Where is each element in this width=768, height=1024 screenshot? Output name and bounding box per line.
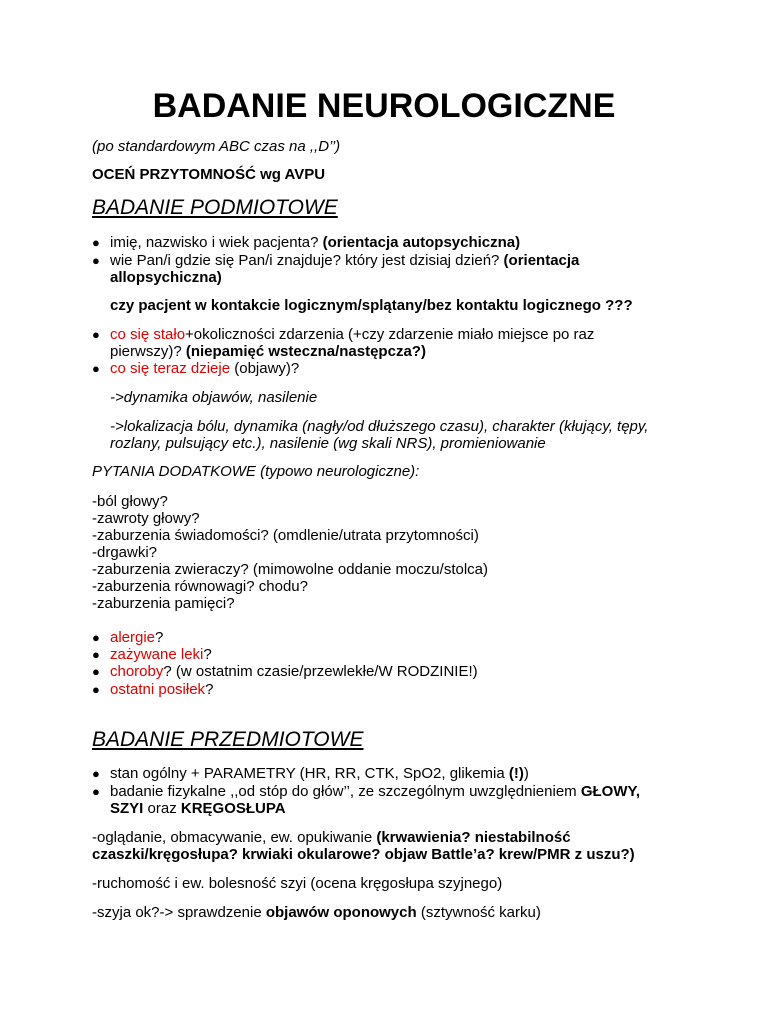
question-line: -zawroty głowy? [92, 510, 200, 527]
item-bold: (!) [508, 765, 524, 782]
item-red: co się teraz dzieje [110, 360, 231, 377]
bullet-icon: ● [92, 253, 100, 268]
item-text: -szyja ok?-> sprawdzenie [92, 904, 266, 921]
item-continuation [110, 343, 426, 360]
inspection-line [92, 829, 571, 846]
extra-questions-heading: PYTANIA DODATKOWE (typowo neurologiczne): [92, 463, 420, 480]
bullet-icon: ● [92, 664, 100, 679]
item-bold: (krwawienia? niestabilność [376, 829, 571, 846]
item-text: ? [155, 629, 164, 646]
item-text: ? (w ostatnim czasie/przewlekłe/W RODZINIE!) [163, 663, 478, 680]
bullet-icon: ● [92, 235, 100, 250]
list-item [110, 765, 529, 782]
item-bold: objawów oponowych [265, 904, 417, 921]
item-continuation [110, 800, 286, 817]
item-bold: (orientacja [503, 252, 580, 269]
section-heading-przedmiotowe: BADANIE PRZEDMIOTOWE [92, 728, 364, 751]
bullet-icon: ● [92, 630, 100, 645]
meningeal-line [92, 904, 541, 921]
item-text: oraz [143, 800, 181, 817]
list-item [110, 326, 594, 343]
item-text: imię, nazwisko i wiek pacjenta? [110, 234, 323, 251]
item-text: stan ogólny + PARAMETRY (HR, RR, CTK, SpO2, glikemia [110, 765, 509, 782]
item-red: co się stało [110, 326, 186, 343]
bullet-icon: ● [92, 361, 100, 376]
item-text: pierwszy)? [110, 343, 186, 360]
item-bold: (niepamięć wsteczna/następcza?) [185, 343, 426, 360]
document-title: BADANIE NEUROLOGICZNE [152, 87, 616, 125]
list-item [110, 646, 212, 663]
question-line: -zaburzenia świadomości? (omdlenie/utrata przytomności) [92, 527, 479, 544]
bullet-icon: ● [92, 682, 100, 697]
item-text: ) [523, 765, 529, 782]
bullet-icon: ● [92, 647, 100, 662]
question-line: -zaburzenia zwieraczy? (mimowolne oddanie moczu/stolca) [92, 561, 488, 578]
bullet-icon: ● [92, 327, 100, 342]
item-text: badanie fizykalne ,,od stóp do głów’’, ze szczególnym uwzględnieniem [110, 783, 581, 800]
bullet-icon: ● [92, 784, 100, 799]
list-item [110, 681, 213, 698]
bullet-icon: ● [92, 766, 100, 781]
question-line: -ból głowy? [92, 493, 168, 510]
list-item [110, 629, 163, 646]
neck-mobility-line: -ruchomość i ew. bolesność szyi (ocena kręgosłupa szyjnego) [92, 875, 503, 892]
item-text: ? [205, 681, 214, 698]
inspection-line-cont: czaszki/kręgosłupa? krwiaki okularowe? objaw Battle’a? krew/PMR z uszu?) [92, 846, 635, 863]
list-item [110, 234, 520, 251]
dynamics-note: ->dynamika objawów, nasilenie [110, 389, 318, 406]
localization-note: ->lokalizacja bólu, dynamika (nagły/od dłuższego czasu), charakter (kłujący, tępy, [110, 418, 649, 435]
item-text: (sztywność karku) [416, 904, 541, 921]
item-text: +okoliczności zdarzenia (+czy zdarzenie miało miejsce po raz [185, 326, 595, 343]
localization-note-cont: rozlany, pulsujący etc.), nasilenie (wg skali NRS), promieniowanie [110, 435, 546, 452]
item-red: ostatni posiłek [110, 681, 206, 698]
list-item [110, 252, 579, 269]
item-text: ? [203, 646, 212, 663]
item-bold: GŁOWY, [580, 783, 640, 800]
section-heading-podmiotowe: BADANIE PODMIOTOWE [92, 196, 338, 219]
contact-question: czy pacjent w kontakcie logicznym/splątany/bez kontaktu logicznego ??? [110, 297, 633, 314]
item-red: zażywane leki [110, 646, 204, 663]
item-red: choroby [110, 663, 164, 680]
item-continuation: allopsychiczna) [110, 269, 222, 286]
item-bold: KRĘGOSŁUPA [180, 800, 286, 817]
item-text: (objawy)? [230, 360, 300, 377]
avpu-instruction: OCEŃ PRZYTOMNOŚĆ wg AVPU [92, 166, 326, 183]
subtitle: (po standardowym ABC czas na ,,D’’) [92, 138, 341, 155]
item-bold: SZYI [110, 800, 144, 817]
question-line: -zaburzenia pamięci? [92, 595, 235, 612]
item-red: alergie [110, 629, 156, 646]
list-item [110, 663, 478, 680]
list-item [110, 783, 640, 800]
question-line: -zaburzenia równowagi? chodu? [92, 578, 308, 595]
list-item [110, 360, 299, 377]
item-text: wie Pan/i gdzie się Pan/i znajduje? który jest dzisiaj dzień? [110, 252, 504, 269]
question-line: -drgawki? [92, 544, 158, 561]
item-bold: (orientacja autopsychiczna) [322, 234, 521, 251]
item-text: -oglądanie, obmacywanie, ew. opukiwanie [92, 829, 377, 846]
